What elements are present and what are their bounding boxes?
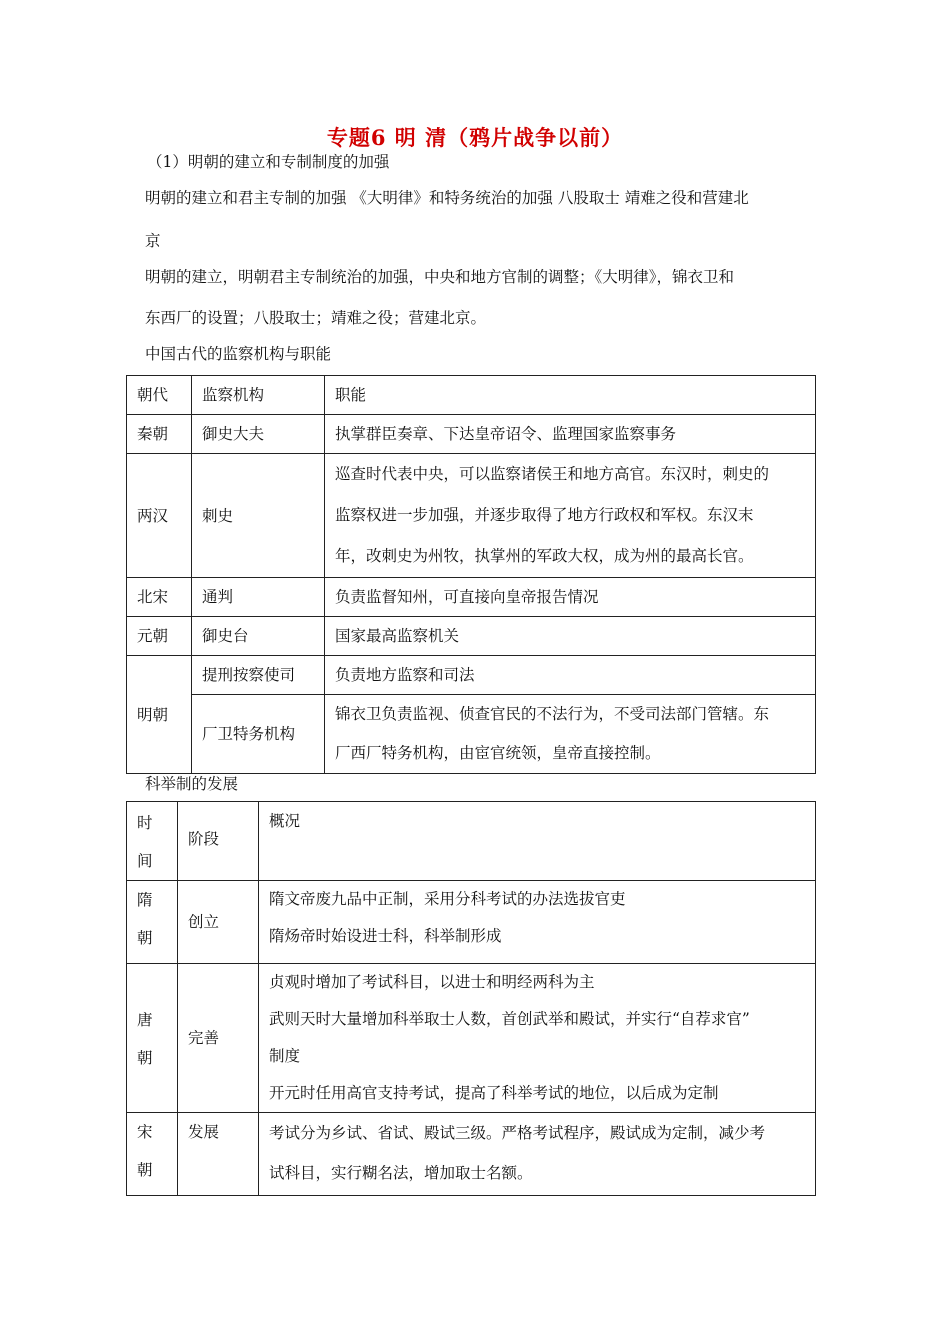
duty-line: 监察权进一步加强，并逐步取得了地方行政权和军权。东汉末: [335, 506, 754, 524]
duty-cell: 国家最高监察机关: [335, 627, 460, 645]
agency-cell: 御史大夫: [202, 425, 265, 443]
table-row: [127, 656, 816, 695]
table-row: [127, 578, 816, 617]
summary-cell: [259, 1113, 815, 1193]
table-row: [127, 1113, 816, 1196]
header-cell: 阶段: [188, 830, 220, 848]
time-char: 唐: [137, 1011, 153, 1029]
table-caption: 科举制的发展: [145, 775, 239, 793]
duty-cell: [325, 454, 815, 577]
table-header-row: [127, 376, 816, 415]
table-header-row: [127, 802, 816, 881]
header-cell: 监察机构: [202, 386, 265, 404]
paragraph-line: 东西厂的设置；八股取士；靖难之役；营建北京。: [145, 309, 487, 327]
agency-cell: 厂卫特务机构: [202, 725, 296, 743]
supervision-table: [126, 375, 816, 774]
duty-line: 年，改刺史为州牧，执掌州的军政大权，成为州的最高长官。: [335, 547, 754, 565]
imperial-exam-table: [126, 801, 816, 1196]
table-row: [127, 454, 816, 578]
dynasty-cell: 北宋: [137, 588, 169, 606]
table-row: [127, 695, 816, 774]
paragraph-line: 京: [145, 232, 161, 250]
page-title: 专题6 明 清（鸦片战争以前）: [326, 125, 624, 150]
duty-line: 锦衣卫负责监视、侦查官民的不法行为，不受司法部门管辖。东: [335, 705, 770, 723]
section-heading: （1）明朝的建立和专制制度的加强: [147, 153, 390, 171]
table-caption: 中国古代的监察机构与职能: [145, 345, 332, 363]
agency-cell: 刺史: [202, 506, 234, 525]
table-row: [127, 415, 816, 454]
duty-cell: 负责地方监察和司法: [335, 666, 475, 684]
agency-cell: 御史台: [202, 627, 249, 645]
summary-cell: [259, 881, 815, 955]
duty-cell: 负责监督知州，可直接向皇帝报告情况: [335, 588, 599, 606]
summary-line: 开元时任用高官支持考试，提高了科举考试的地位，以后成为定制: [269, 1084, 719, 1102]
header-cell: 概况: [269, 812, 301, 830]
summary-line: 考试分为乡试、省试、殿试三级。严格考试程序，殿试成为定制，减少考: [269, 1124, 766, 1142]
table-row: [127, 881, 816, 964]
time-cell: [127, 999, 177, 1077]
summary-cell: [259, 964, 815, 1112]
time-char: 宋: [137, 1123, 153, 1141]
table-row: [127, 617, 816, 656]
stage-cell: 完善: [188, 1029, 220, 1047]
table-row: [127, 964, 816, 1113]
stage-cell: 创立: [188, 913, 220, 931]
duty-cell: 执掌群臣奏章、下达皇帝诏令、监理国家监察事务: [335, 425, 677, 443]
duty-cell: [325, 695, 815, 773]
header-char: 时: [137, 814, 153, 832]
time-char: 隋: [137, 891, 153, 909]
stage-cell: 发展: [188, 1123, 220, 1141]
agency-cell: 通判: [202, 588, 234, 606]
dynasty-cell: 元朝: [137, 627, 169, 645]
dynasty-cell: 两汉: [137, 506, 169, 525]
summary-line: 贞观时增加了考试科目，以进士和明经两科为主: [269, 973, 595, 991]
summary-line: 制度: [269, 1047, 301, 1065]
summary-line: 隋文帝废九品中正制，采用分科考试的办法选拔官吏: [269, 890, 626, 908]
header-cell: 朝代: [137, 386, 169, 404]
paragraph-line: 明朝的建立和君主专制的加强 《大明律》和特务统治的加强 八股取士 靖难之役和营建北: [145, 189, 749, 207]
duty-line: 巡查时代表中央，可以监察诸侯王和地方高官。东汉时，刺史的: [335, 465, 770, 483]
header-char: 间: [137, 852, 153, 870]
summary-line: 隋炀帝时始设进士科，科举制形成: [269, 927, 502, 945]
dynasty-cell: 明朝: [137, 705, 169, 724]
summary-line: 武则天时大量增加科举取士人数，首创武举和殿试，并实行“自荐求官”: [269, 1010, 750, 1028]
agency-cell: 提刑按察使司: [202, 666, 296, 684]
time-char: 朝: [137, 929, 153, 947]
dynasty-cell: 秦朝: [137, 425, 169, 443]
time-char: 朝: [137, 1049, 153, 1067]
summary-line: 试科目，实行糊名法，增加取士名额。: [269, 1164, 533, 1182]
header-cell: 职能: [335, 386, 367, 404]
duty-line: 厂西厂特务机构，由宦官统领，皇帝直接控制。: [335, 744, 661, 762]
paragraph-line: 明朝的建立，明朝君主专制统治的加强，中央和地方官制的调整；《大明律》，锦衣卫和: [145, 268, 735, 286]
time-char: 朝: [137, 1161, 153, 1179]
header-cell: [127, 802, 177, 880]
time-cell: [127, 1113, 177, 1189]
time-cell: [127, 881, 177, 957]
